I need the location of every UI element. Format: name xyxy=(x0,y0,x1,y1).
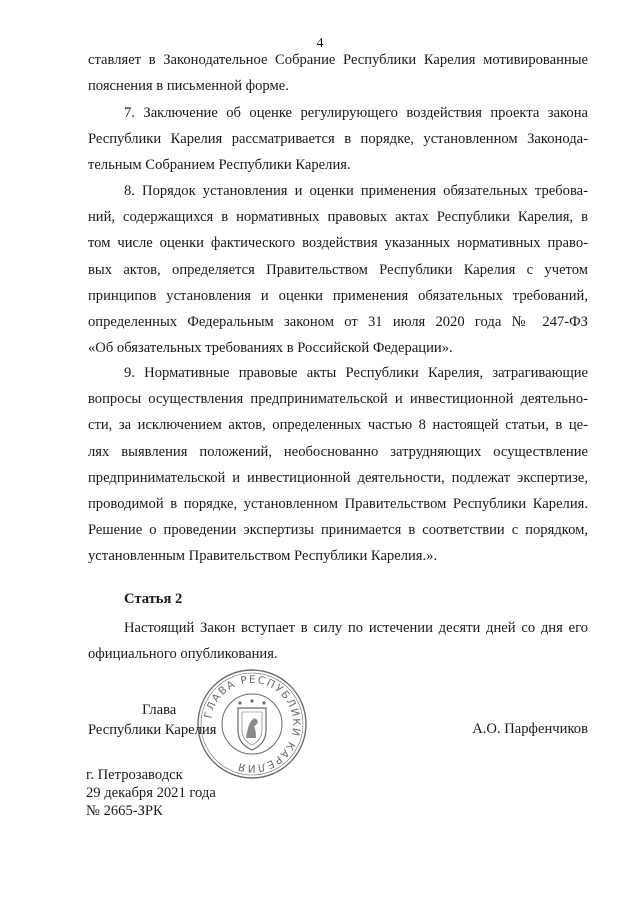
text-line: установленным Правительством Республики Карелия.». xyxy=(88,548,438,565)
signature-title-line: Республики Карелия xyxy=(88,722,217,738)
signatory-name: А.О. Парфенчиков xyxy=(472,721,588,737)
text-line: 9. Нормативные правовые акты Республики Карелия, затрагивающие xyxy=(124,365,588,381)
text-line: «Об обязательных требованиях в Российской Федерации». xyxy=(88,340,453,357)
signature-title-line: Глава xyxy=(142,702,177,718)
text-line: официального опубликования. xyxy=(88,646,278,663)
text-line: 7. Заключение об оценке регулирующего воздействия проекта закона xyxy=(124,105,588,121)
text-line: тельным Собранием Республики Карелия. xyxy=(88,157,351,174)
text-line: ний, содержащихся в нормативных правовых актах Республики Карелия, в xyxy=(88,209,588,226)
text-line: проводимой в порядке, установленном Правительством Республики Карелия. xyxy=(88,495,588,512)
text-line: вопросы осуществления предпринимательской и инвестиционной деятельно- xyxy=(88,391,588,408)
text-line: сти, за исключением актов, определенных частью 8 настоящей статьи, в це- xyxy=(88,417,588,434)
article-2-text xyxy=(88,615,588,667)
text-line: том числе оценки фактического воздействия указанных нормативных право- xyxy=(88,235,588,252)
text-line: ставляет в Законодательное Собрание Республики Карелия мотивированные xyxy=(88,52,588,68)
text-line: Настоящий Закон вступает в силу по истечении десяти дней со дня его xyxy=(124,620,588,636)
text-line: предпринимательской и инвестиционной деятельности, подлежат экспертизе, xyxy=(88,469,588,486)
date: 29 декабря 2021 года xyxy=(86,785,216,801)
text-line: Республики Карелия рассматривается в порядке, установленном Законода- xyxy=(88,131,588,148)
paragraph-7 xyxy=(88,100,588,179)
law-number: № 2665-ЗРК xyxy=(86,803,163,819)
paragraph-8 xyxy=(88,178,588,361)
text-line: принципов установления и оценки применения обязательных требований, xyxy=(88,287,588,304)
paragraph-9 xyxy=(88,360,588,570)
city: г. Петрозаводск xyxy=(86,767,183,783)
paragraph-continuation xyxy=(88,47,588,99)
page-number: 4 xyxy=(316,36,324,51)
text-line: Решение о проведении экспертизы принимается в соответствии с порядком, xyxy=(88,522,588,539)
text-line: вых актов, определяется Правительством Республики Карелия с учетом xyxy=(88,261,588,278)
article-heading: Статья 2 xyxy=(124,591,183,607)
seal-ring-text: ГЛАВА РЕСПУБЛИКИ КАРЕЛИЯ xyxy=(202,673,303,775)
signature-title xyxy=(88,700,216,740)
text-line: пояснения в письменной форме. xyxy=(88,78,289,95)
text-line: лях выявления положений, необоснованно затрудняющих осуществление xyxy=(88,443,588,460)
document-footer xyxy=(86,766,216,820)
text-line: определенных Федеральным законом от 31 июля 2020 года № 247-ФЗ xyxy=(88,313,588,330)
text-line: 8. Порядок установления и оценки применения обязательных требова- xyxy=(124,183,588,199)
